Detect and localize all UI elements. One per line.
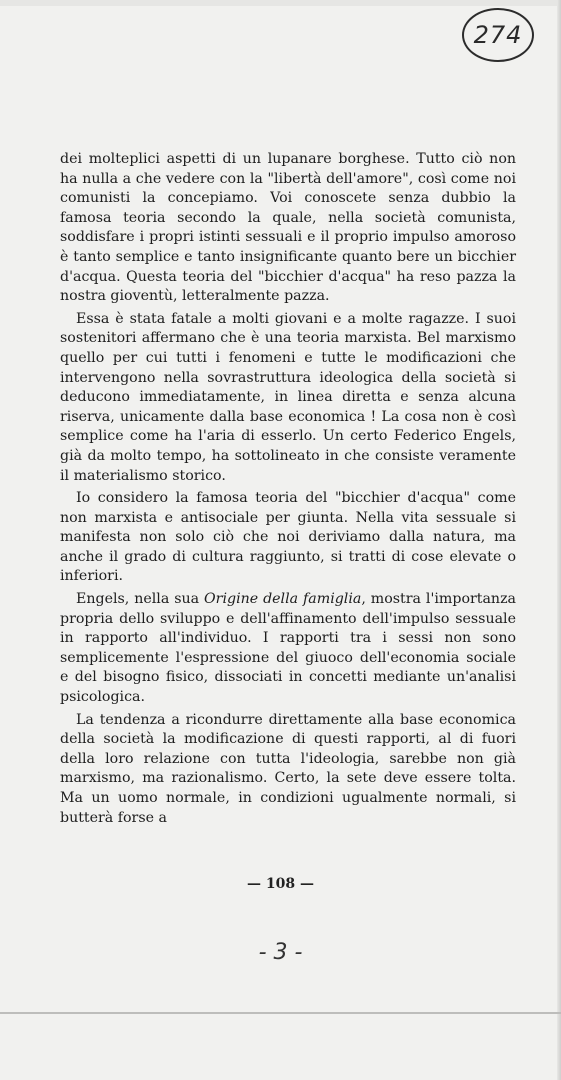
paragraph-2: Essa è stata fatale a molti giovani e a molte ragazze. I suoi sostenitori affermano che è una teoria marxista. Bel marxismo quello per cui tutti i fenomeni e tutte le modificazioni che intervengono nella sovrastruttura ideologica della società si deducono immediatamente, in linea diretta e senza alcuna riserva, unicamente dalla base economica ! La cosa non è così semplice come ha l'aria di esserlo. Un certo Federico Engels, già da molto tempo, ha sottolineato in che consiste veramente il materialismo storico. (60, 310, 516, 484)
page-fold-line (0, 1012, 561, 1014)
paragraph-1: dei molteplici aspetti di un lupanare borghese. Tutto ciò non ha nulla a che vedere con la "libertà dell'amore", così come noi comunisti la concepiamo. Voi conoscete senza dubbio la famosa teoria secondo la quale, nella società comunista, soddisfare i propri istinti sessuali e il proprio impulso amoroso è tanto semplice e tanto insignificante quanto bere un bicchier d'acqua. Questa teoria del "bicchier d'acqua" ha reso pazza la nostra gioventù, letteralmente pazza. (60, 151, 516, 305)
page-top-edge (0, 0, 561, 6)
archive-number: 274 (473, 21, 523, 49)
archive-number-stamp (462, 8, 534, 62)
paragraph-4-rest: , mostra l'importanza propria dello sviluppo e dell'affinamento dell'impulso sessuale in rapporto all'individuo. I rapporti tra i sessi non sono semplicemente l'espressione del giuoco dell'economia sociale e del bisogno fisico, dissociati in concetti mediante un'analisi psicologica. (60, 591, 516, 706)
paragraph-4 (60, 590, 516, 708)
page-right-edge (557, 0, 561, 1080)
paragraph-5: La tendenza a ricondurre direttamente alla base economica della società la modificazione di questi rapporti, al di fuori della loro relazione con tutta l'ideologia, sarebbe non già marxismo, ma razionalismo. Certo, la sete deve essere tolta. Ma un uomo normale, in condizioni ugualmente normali, si butterà forse a (60, 711, 516, 826)
printed-page-number: — 108 — (247, 876, 314, 892)
paragraph-3: Io considero la famosa teoria del "bicchier d'acqua" come non marxista e antisociale per giunta. Nella vita sessuale si manifesta non solo ciò che noi deriviamo dalla natura, ma anche il grado di cultura raggiunto, si tratti di cose elevate o inferiori. (60, 490, 516, 585)
handwritten-page-number: - 3 - (258, 940, 303, 965)
paragraph-4-lead: Engels, nella sua (76, 591, 205, 608)
book-title: Origine della famiglia (204, 591, 362, 608)
body-text (60, 150, 516, 828)
